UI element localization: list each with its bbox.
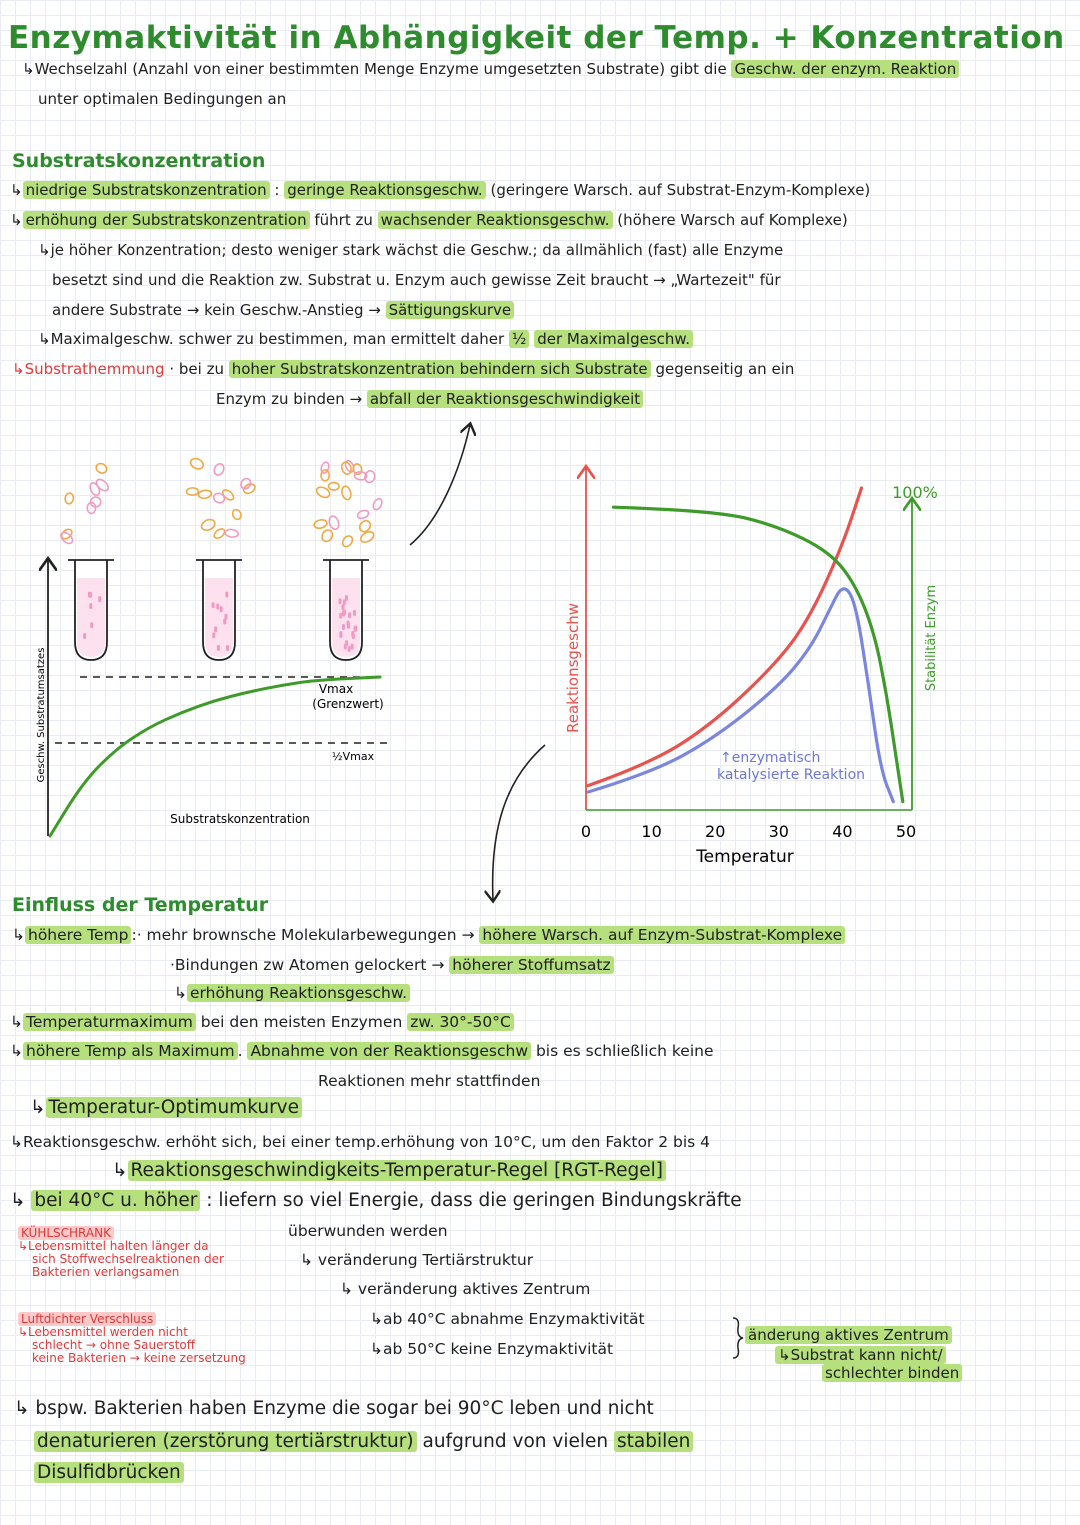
substrate-line-3: ↳je höher Konzentration; desto weniger stark wächst die Geschw.; da allmählich (fast) alle Enzyme bbox=[38, 241, 784, 259]
rate-y-label: Reaktionsgeschw bbox=[564, 603, 582, 733]
text: aufgrund von vielen bbox=[422, 1431, 609, 1452]
text: führt zu bbox=[314, 211, 373, 229]
intro-text: ↳Wechselzahl (Anzahl von einer bestimmten Menge Enzyme umgesetzten Substrate) gibt die bbox=[22, 60, 727, 78]
arrow: ↳ bbox=[30, 1097, 46, 1118]
highlight: stabilen bbox=[614, 1431, 693, 1452]
enzyme-dot bbox=[345, 640, 348, 646]
arrow: ↳ bbox=[174, 984, 187, 1002]
highlight: abfall der Reaktionsgeschwindigkeit bbox=[367, 390, 643, 408]
temp-line-18 bbox=[34, 1462, 184, 1483]
arrow: ↳ bbox=[10, 1013, 23, 1031]
temperature-heading: Einfluss der Temperatur bbox=[12, 894, 269, 916]
substrate-particle bbox=[328, 515, 341, 531]
brace-note-2 bbox=[775, 1346, 946, 1364]
highlight: höhere Warsch. auf Enzym-Substrat-Komplexe bbox=[479, 926, 845, 944]
enzyme-dot bbox=[89, 592, 92, 598]
saturation-y-label: Geschw. Substratumsatzes bbox=[36, 647, 47, 783]
substrate-particle bbox=[341, 534, 355, 548]
text: Enzym zu binden → bbox=[216, 390, 363, 408]
temp-line-5 bbox=[10, 1042, 713, 1060]
text: bei den meisten Enzymen bbox=[200, 1013, 403, 1031]
text: sich Stoffwechselreaktionen der bbox=[32, 1252, 224, 1266]
arrow: ↳ bbox=[10, 1190, 26, 1211]
enzyme-dot bbox=[339, 613, 342, 619]
substrate-particle bbox=[341, 485, 353, 500]
text: schlecht → ohne Sauerstoff bbox=[32, 1338, 195, 1352]
airtight-label: Luftdichter Verschluss bbox=[18, 1312, 156, 1326]
substrate-line-4: besetzt sind und die Reaktion zw. Substrat u. Enzym auch gewisse Zeit braucht → „Wartezeit" für bbox=[52, 271, 781, 289]
enzyme-annotation-2: katalysierte Reaktion bbox=[717, 767, 866, 783]
text: ↳Lebensmittel halten länger da bbox=[18, 1239, 209, 1253]
substrate-particle bbox=[88, 481, 101, 496]
fridge-label: KÜHLSCHRANK bbox=[18, 1226, 114, 1240]
highlight: höherer Stoffumsatz bbox=[449, 956, 613, 974]
highlight: hoher Substratskonzentration behindern sich Substrate bbox=[229, 360, 651, 378]
enzyme-dot bbox=[225, 592, 228, 598]
temp-line-14: ↳ab 40°C abnahme Enzymaktivität bbox=[370, 1310, 645, 1328]
x-tick-label: 40 bbox=[832, 822, 853, 841]
text: keine Bakterien → keine zersetzung bbox=[32, 1351, 246, 1365]
arrow: ↳ bbox=[12, 926, 25, 944]
highlight: Abnahme von der Reaktionsgeschw bbox=[247, 1042, 531, 1060]
text: : bbox=[274, 181, 280, 199]
text: bis es schließlich keine bbox=[535, 1042, 714, 1060]
temp-line-3 bbox=[174, 984, 410, 1002]
substrate-particle bbox=[359, 530, 376, 545]
enzyme-dot bbox=[353, 610, 356, 616]
temp-line-7 bbox=[30, 1097, 302, 1118]
enzyme-dot bbox=[217, 645, 220, 651]
text: :· mehr brownsche Molekularbewegungen → bbox=[131, 926, 475, 944]
enzyme-dot bbox=[212, 602, 215, 608]
enzyme-dot bbox=[98, 596, 101, 602]
substrate-particle bbox=[225, 529, 239, 538]
text: (höhere Warsch auf Komplexe) bbox=[617, 211, 848, 229]
temperature-chart bbox=[564, 468, 939, 867]
substrate-particle bbox=[186, 488, 198, 496]
saturation-x-label: Substratskonzentration bbox=[170, 812, 310, 826]
highlight: erhöhung Reaktionsgeschw. bbox=[187, 984, 410, 1002]
enzyme-dot bbox=[224, 614, 227, 620]
enzyme-annotation-1: ↑enzymatisch bbox=[720, 750, 821, 766]
highlight: wachsender Reaktionsgeschw. bbox=[378, 211, 613, 229]
x-tick-label: 30 bbox=[768, 822, 789, 841]
x-tick-label: 0 bbox=[580, 822, 592, 841]
intro-highlight: Geschw. der enzym. Reaktion bbox=[731, 60, 959, 78]
stability-top-label: 100% bbox=[892, 483, 938, 502]
enzyme-dot bbox=[89, 603, 92, 609]
enzyme-dot bbox=[348, 646, 351, 652]
enzyme-dot bbox=[352, 633, 355, 639]
arrow: ↳ bbox=[10, 211, 23, 229]
arrow: ↳ bbox=[10, 1042, 23, 1060]
substrate-particle bbox=[189, 457, 205, 471]
temp-line-13: ↳ veränderung aktives Zentrum bbox=[340, 1280, 591, 1298]
x-tick-label: 50 bbox=[895, 822, 917, 841]
pointer-arrow-down bbox=[493, 745, 545, 900]
enzyme-dot bbox=[341, 604, 344, 610]
substrate-particles bbox=[59, 457, 384, 549]
substrate-particle bbox=[231, 508, 243, 521]
temp-line-1 bbox=[12, 926, 845, 944]
substrate-particle bbox=[329, 483, 340, 490]
substrate-particle bbox=[95, 462, 109, 475]
highlight: erhöhung der Substratskonzentration bbox=[23, 211, 310, 229]
fridge-note bbox=[18, 1227, 224, 1279]
substrate-inhibition-term: ↳Substrathemmung bbox=[12, 360, 165, 378]
highlight: Sättigungskurve bbox=[386, 301, 515, 319]
temp-line-2 bbox=[170, 956, 614, 974]
enzyme-dot bbox=[354, 625, 357, 631]
temp-line-6: Reaktionen mehr stattfinden bbox=[318, 1072, 541, 1090]
pointer-arrow-up bbox=[410, 425, 470, 545]
highlight: höhere Temp als Maximum bbox=[23, 1042, 238, 1060]
substrate-particle bbox=[356, 509, 369, 520]
text: (geringere Warsch. auf Substrat-Enzym-Komplexe) bbox=[490, 181, 871, 199]
temperature-x-label: Temperatur bbox=[696, 847, 794, 867]
enzyme-dot bbox=[90, 622, 93, 628]
series-rgt bbox=[588, 488, 861, 786]
fraction: ½ bbox=[509, 330, 530, 348]
saturation-chart bbox=[36, 457, 390, 836]
enzyme-dot bbox=[216, 603, 219, 609]
substrate-particle bbox=[200, 518, 217, 533]
intro-line-2: unter optimalen Bedingungen an bbox=[38, 90, 287, 108]
text: gegenseitig an ein bbox=[655, 360, 795, 378]
substrate-particle bbox=[212, 492, 226, 505]
x-tick-label: 10 bbox=[641, 822, 662, 841]
text: : liefern so viel Energie, dass die geringen Bindungskräfte bbox=[206, 1190, 742, 1211]
temp-line-8: ↳Reaktionsgeschw. erhöht sich, bei einer temp.erhöhung von 10°C, um den Faktor 2 bis 4 bbox=[10, 1133, 711, 1151]
text: Bakterien verlangsamen bbox=[32, 1265, 180, 1279]
enzyme-dot bbox=[212, 632, 215, 638]
highlight: geringe Reaktionsgeschw. bbox=[284, 181, 486, 199]
airtight-note bbox=[18, 1313, 246, 1365]
enzyme-dot bbox=[226, 645, 229, 651]
temp-line-10 bbox=[10, 1190, 742, 1211]
enzyme-dot bbox=[348, 612, 351, 618]
substrate-particle bbox=[212, 527, 226, 540]
enzyme-dot bbox=[342, 624, 345, 630]
highlight: Disulfidbrücken bbox=[34, 1462, 184, 1483]
half-vmax-label: ½Vmax bbox=[331, 750, 375, 763]
enzyme-dot bbox=[339, 598, 342, 604]
temp-line-17 bbox=[34, 1431, 693, 1452]
highlight: höhere Temp bbox=[25, 926, 131, 944]
enzyme-dot bbox=[214, 626, 217, 632]
text: ↳Lebensmittel werden nicht bbox=[18, 1325, 188, 1339]
enzyme-dot bbox=[345, 595, 348, 601]
brace-note-3 bbox=[822, 1364, 962, 1382]
vmax-sub-label: (Grenzwert) bbox=[312, 697, 384, 711]
brace-note-1 bbox=[745, 1326, 952, 1344]
text: · bei zu bbox=[169, 360, 224, 378]
temp-line-12: ↳ veränderung Tertiärstruktur bbox=[300, 1251, 534, 1269]
highlight: Temperatur-Optimumkurve bbox=[46, 1097, 303, 1118]
enzyme-dot bbox=[343, 609, 346, 615]
substrate-particle bbox=[364, 470, 376, 483]
temperature-ticks bbox=[581, 822, 916, 841]
x-tick-label: 20 bbox=[705, 822, 726, 841]
text: andere Substrate → kein Geschw.-Anstieg → bbox=[52, 301, 381, 319]
highlight: änderung aktives Zentrum bbox=[745, 1326, 952, 1344]
highlight: denaturieren (zerstörung tertiärstruktur) bbox=[34, 1431, 417, 1452]
arrow: ↳ bbox=[112, 1160, 128, 1181]
temp-line-15: ↳ab 50°C keine Enzymaktivität bbox=[370, 1340, 614, 1358]
arrow: ↳ bbox=[10, 181, 23, 199]
highlight: der Maximalgeschw. bbox=[534, 330, 693, 348]
text: ·Bindungen zw Atomen gelockert → bbox=[170, 956, 445, 974]
temp-line-4 bbox=[10, 1013, 514, 1031]
temp-line-9 bbox=[112, 1160, 666, 1181]
substrate-particle bbox=[320, 528, 335, 543]
substrate-particle bbox=[321, 470, 330, 481]
temp-line-11: überwunden werden bbox=[288, 1222, 448, 1240]
stability-label: Stabilität Enzym bbox=[924, 584, 939, 692]
substrate-particle bbox=[212, 462, 225, 476]
substrate-particle bbox=[64, 492, 74, 504]
test-tube-2 bbox=[196, 560, 242, 660]
enzyme-dot bbox=[220, 606, 223, 612]
highlight: zw. 30°-50°C bbox=[407, 1013, 514, 1031]
highlight: schlechter binden bbox=[822, 1364, 962, 1382]
text: ↳Maximalgeschw. schwer zu bestimmen, man ermittelt daher bbox=[38, 330, 505, 348]
substrate-heading: Substratskonzentration bbox=[12, 150, 266, 172]
highlight: Temperaturmaximum bbox=[23, 1013, 196, 1031]
vmax-label: Vmax bbox=[318, 682, 354, 696]
enzyme-dot bbox=[346, 621, 349, 627]
substrate-particle bbox=[239, 477, 253, 491]
highlight: bei 40°C u. höher bbox=[31, 1190, 200, 1211]
enzyme-dot bbox=[351, 644, 354, 650]
highlight: ↳Substrat kann nicht/ bbox=[775, 1346, 946, 1364]
substrate-particle bbox=[313, 519, 327, 530]
highlight: niedrige Substratskonzentration bbox=[23, 181, 270, 199]
enzyme-dot bbox=[339, 631, 342, 637]
text: . bbox=[237, 1042, 243, 1060]
substrate-particle bbox=[198, 490, 212, 500]
temp-line-16: ↳ bspw. Bakterien haben Enzyme die sogar bei 90°C leben und nicht bbox=[14, 1398, 654, 1419]
substrate-particle bbox=[352, 463, 363, 475]
enzyme-dot bbox=[83, 633, 86, 639]
page-title: Enzymaktivität in Abhängigkeit der Temp. + Konzentration bbox=[8, 20, 1065, 56]
test-tube-1 bbox=[68, 560, 114, 660]
activity-brace bbox=[733, 1318, 743, 1358]
highlight: Reaktionsgeschwindigkeits-Temperatur-Regel [RGT-Regel] bbox=[128, 1160, 666, 1181]
substrate-particle bbox=[372, 497, 384, 511]
